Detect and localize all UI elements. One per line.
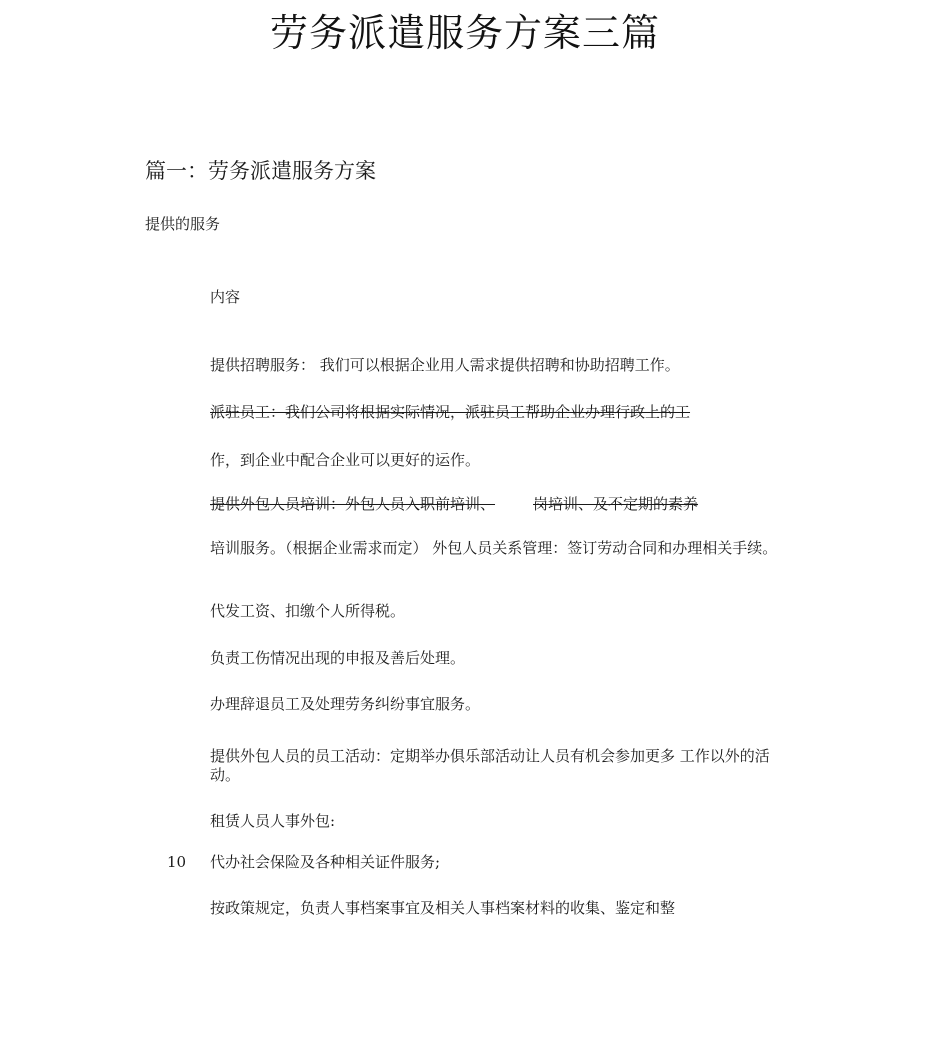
item-payroll: 代发工资、扣缴个人所得税。 — [210, 602, 406, 620]
item-number: 10 — [167, 853, 187, 871]
item-injury: 负责工伤情况出现的申报及善后处理。 — [210, 649, 466, 667]
item-recruitment: 提供招聘服务： 我们可以根据企业用人需求提供招聘和协助招聘工作。 — [210, 356, 680, 374]
item-dismissal: 办理辞退员工及处理劳务纠纷事宜服务。 — [210, 695, 481, 713]
section-heading: 篇一：劳务派遣服务方案 — [145, 159, 376, 183]
provided-services-heading: 提供的服务 — [145, 215, 221, 233]
item-dispatch-staff-cont: 作，到企业中配合企业可以更好的运作。 — [210, 451, 481, 469]
document-title: 劳务派遣服务方案三篇 — [269, 11, 660, 55]
item-training-cont: 培训服务。（根据企业需求而定） 外包人员关系管理：签订劳动合同和办理相关手续。 — [210, 539, 778, 557]
item-training — [210, 495, 698, 514]
item-leasing: 租赁人员人事外包: — [210, 812, 336, 830]
item-training-part1: 提供外包人员培训：外包人员入职前培训、 — [210, 495, 496, 513]
item-social-insurance: 代办社会保险及各种相关证件服务; — [210, 853, 441, 871]
content-label: 内容 — [210, 288, 241, 306]
item-activities: 提供外包人员的员工活动：定期举办俱乐部活动让人员有机会参加更多 工作以外的活动。 — [210, 747, 770, 784]
item-dispatch-staff: 派驻员工：我们公司将根据实际情况，派驻员工帮助企业办理行政上的工 — [210, 403, 691, 421]
item-personnel-files: 按政策规定，负责人事档案事宜及相关人事档案材料的收集、鉴定和整 — [210, 899, 676, 917]
item-training-part2: 岗培训、及不定期的素养 — [533, 495, 699, 513]
